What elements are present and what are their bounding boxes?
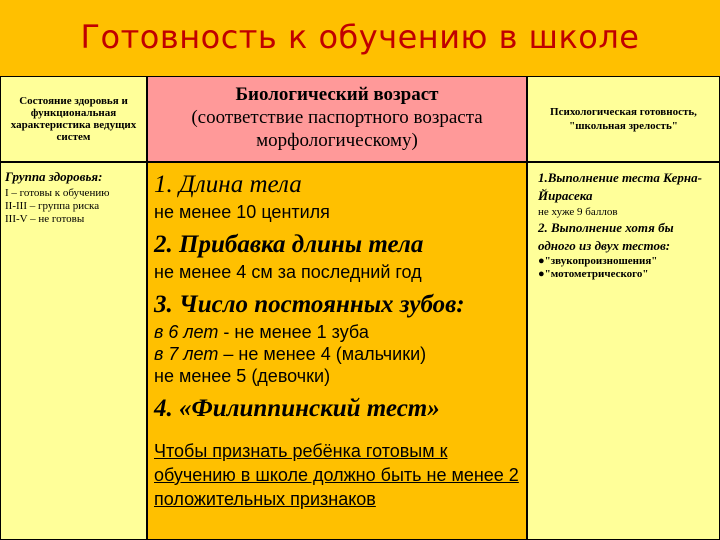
test-bullet-item: ●"мотометрического" (538, 268, 649, 280)
test-bullet-item: ●"звукопроизношения" (538, 255, 658, 267)
health-group-label: Группа здоровья: (5, 169, 103, 184)
criterion-philippine-test-heading: 4. «Филиппинский тест» (154, 395, 440, 422)
criterion-body-length-text: не менее 10 центиля (154, 202, 330, 222)
header-biological-age-subtitle: (соответствие паспортного возраста морфологическому) (191, 107, 483, 151)
header-psychological-readiness: Психологическая готовность, "школьная зрелость" (527, 76, 720, 162)
criterion-body-length-heading: 1. Длина тела (154, 171, 302, 198)
teeth-age-6-rule: - не менее 1 зуба (218, 322, 369, 342)
health-group-item: III-V – не готовы (5, 213, 85, 225)
criterion-teeth-line-girls: не менее 5 (девочки) (154, 366, 331, 386)
readiness-conclusion: Чтобы признать ребёнка готовым к обучению в школе должно быть не менее 2 положительных признаков (154, 441, 519, 509)
criterion-length-gain-heading: 2. Прибавка длины тела (154, 231, 424, 258)
header-biological-age (147, 76, 527, 162)
teeth-age-6: в 6 лет (154, 322, 219, 342)
kern-jirasek-heading: 1.Выполнение теста Керна-Йирасека (538, 170, 702, 203)
criterion-teeth-heading: 3. Число постоянных зубов: (154, 291, 465, 318)
psychological-criteria (527, 162, 720, 540)
two-tests-heading: 2. Выполнение хотя бы одного из двух тестов: (538, 220, 674, 253)
biological-age-criteria (147, 162, 527, 540)
health-group-item: II-III – группа риска (5, 200, 100, 212)
criterion-teeth-line-6 (154, 321, 520, 343)
slide-title: Готовность к обучению в школе (80, 18, 640, 56)
teeth-age-7-rule: – не менее 4 (мальчики) (218, 344, 427, 364)
kern-jirasek-text: не хуже 9 баллов (538, 206, 618, 218)
health-group-item: I – готовы к обучению (5, 187, 110, 199)
criterion-teeth-line-7 (154, 343, 520, 365)
health-group-cell (0, 162, 147, 540)
header-health-state: Состояние здоровья и функциональная характеристика ведущих систем (0, 76, 147, 162)
header-biological-age-title: Биологический возраст (235, 84, 439, 105)
criterion-length-gain-text: не менее 4 см за последний год (154, 262, 422, 282)
teeth-age-7: в 7 лет (154, 344, 219, 364)
